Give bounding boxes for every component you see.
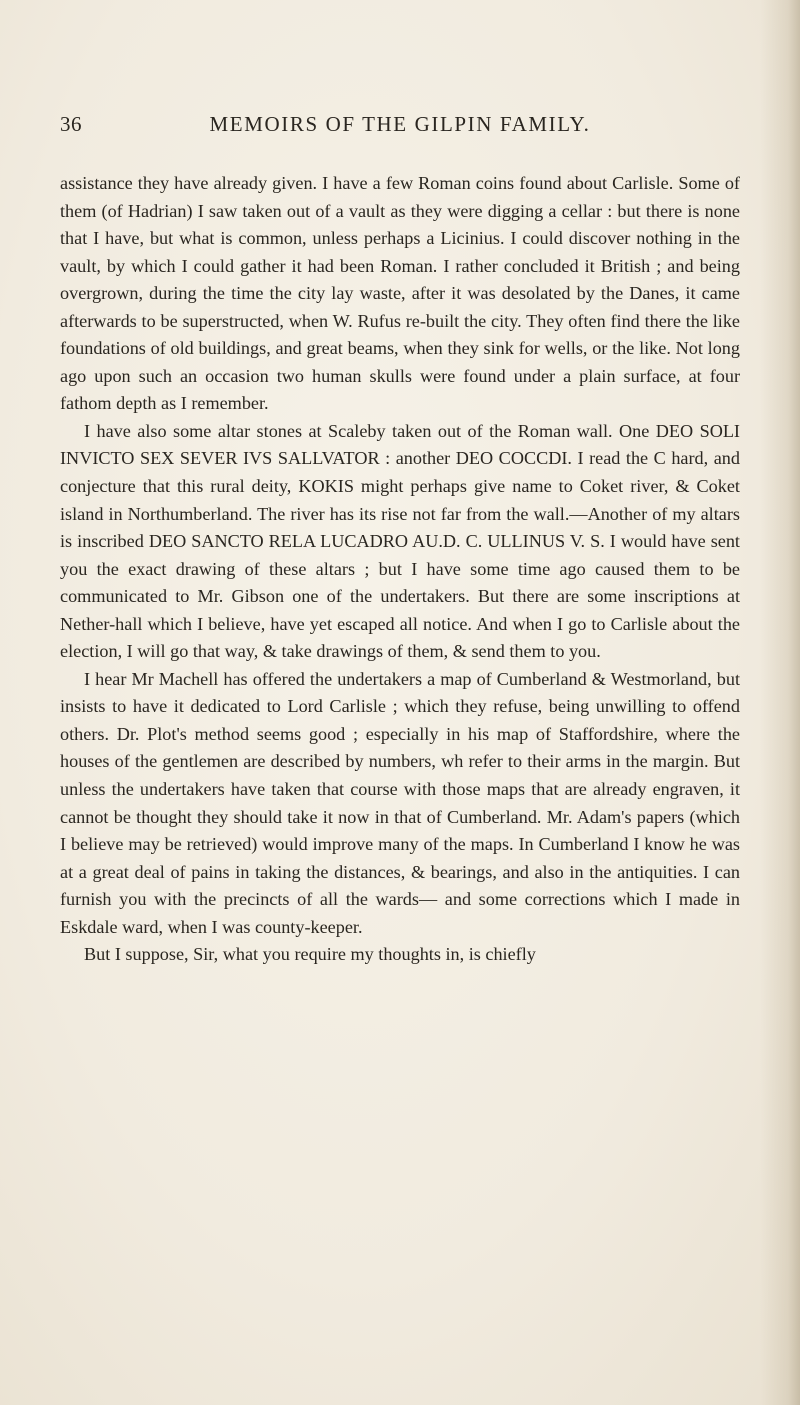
paragraph-closing: But I suppose, Sir, what you require my thoughts in, is chiefly bbox=[84, 944, 536, 965]
running-title: MEMOIRS OF THE GILPIN FAMILY. bbox=[209, 112, 591, 136]
paragraph-continuation: assistance they have already given. I have a few Roman coins found about Carlisle. Some of them (of Hadrian) I saw taken out of a vault as they were digging a cellar : but there is none that I have, but what is common, unless perhaps a Licinius. I could discover nothing in the vault, by which I could gather it had been Roman. I rather concluded it British ; and being overgrown, during the time the city lay waste, after it was desolated by the Danes, it came afterwards to be superstructed, when W. Rufus re-built the city. They often find there the like foundations of old buildings, and great beams, when they sink for wells, or the like. Not long ago upon such an occasion two human skulls were found under a plain surface, at four fathom depth as I remember. bbox=[60, 173, 740, 414]
running-head bbox=[60, 112, 740, 142]
page-number: 36 bbox=[60, 112, 82, 136]
paragraph-maps: I hear Mr Machell has offered the undertakers a map of Cumberland & Westmorland, but insists to have it dedicated to Lord Carlisle ; which they refuse, being unwilling to offend others. Dr. Plot's method seems good ; especially in his map of Staffordshire, where the houses of the gentlemen are described by numbers, wh refer to their arms in the margin. But unless the undertakers have taken that course with those maps that are already engraven, it cannot be thought they should take it now in that of Cumberland. Mr. Adam's papers (which I believe may be retrieved) would improve many of the maps. In Cumberland I know he was at a great deal of pains in taking the distances, & bearings, and also in the antiquities. I can furnish you with the precincts of all the wards— and some corrections which I made in Eskdale ward, when I was county-keeper. bbox=[60, 668, 740, 937]
body-text bbox=[60, 170, 740, 969]
paragraph-altar-stones: I have also some altar stones at Scaleby taken out of the Roman wall. One DEO SOLI INVICTO SEX SEVER IVS SALLVATOR : another DEO COCCDI. I read the C hard, and conjecture that this rural deity, KOKIS might perhaps give name to Coket river, & Coket island in Northumberland. The river has its rise not far from the wall.—Another of my altars is inscribed DEO SANCTO RELA LUCADRO AU.D. C. ULLINUS V. S. I would have sent you the exact drawing of these altars ; but I have some time ago caused them to be communicated to Mr. Gibson one of the undertakers. But there are some inscriptions at Nether-hall which I believe, have yet escaped all notice. And when I go to Carlisle about the election, I will go that way, & take drawings of them, & send them to you. bbox=[60, 420, 740, 662]
page-edge-shadow bbox=[760, 0, 800, 1405]
